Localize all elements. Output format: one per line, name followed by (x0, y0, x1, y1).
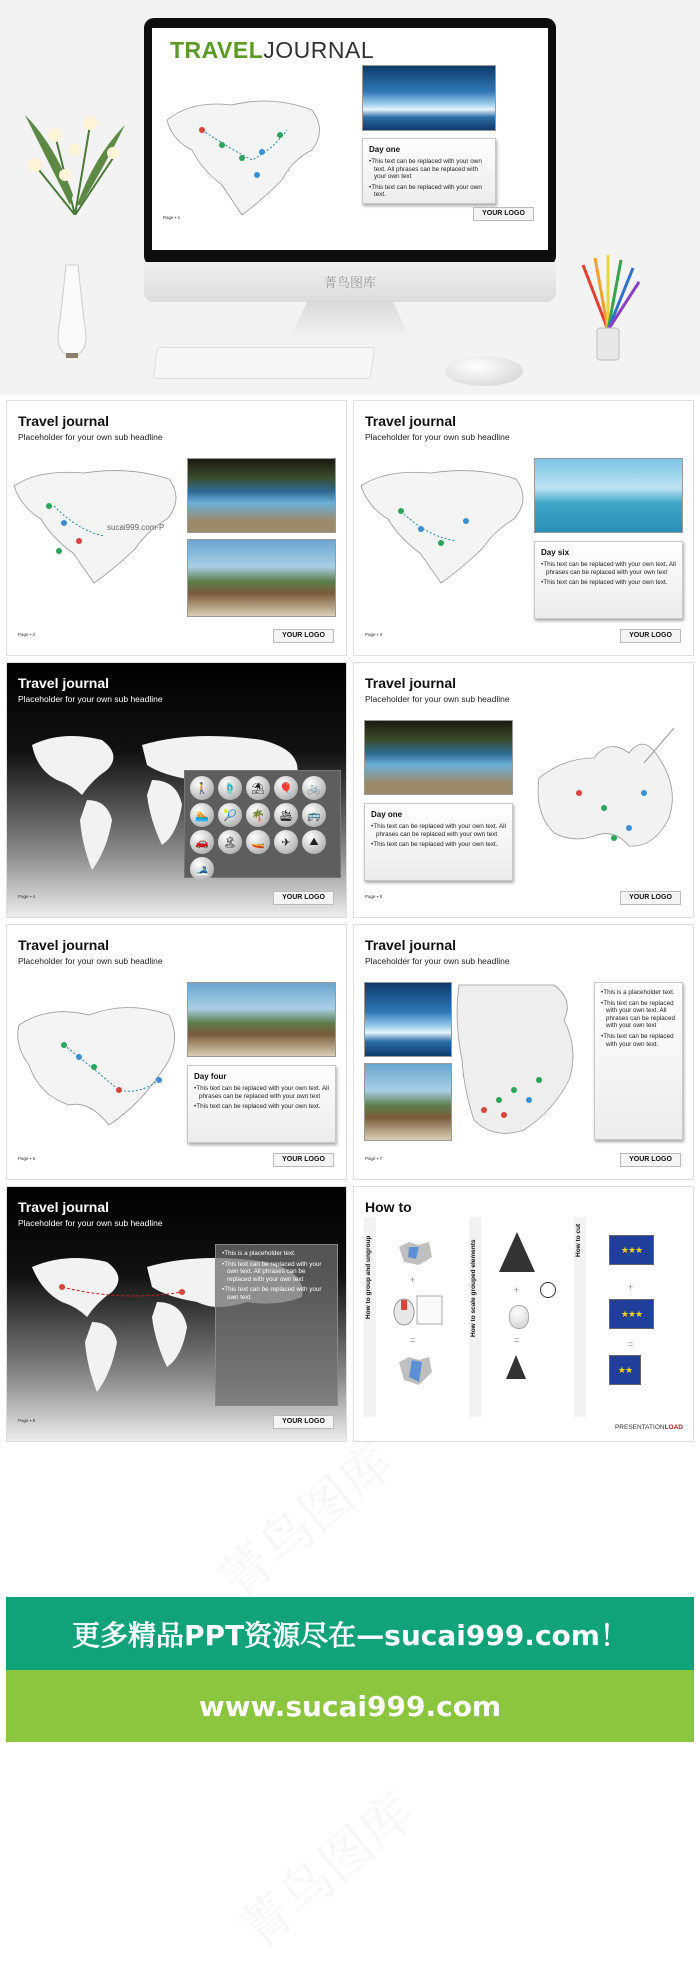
pyramid-image (499, 1232, 535, 1272)
bullet: • This is a placeholder text. (601, 989, 676, 997)
eu-flag-image: ★★★ (609, 1235, 654, 1265)
slide-subtitle: Placeholder for your own sub headline (18, 956, 163, 966)
slide-title: Travel journal (365, 413, 457, 429)
watermark (200, 1422, 408, 1613)
monitor-screen-slide (152, 28, 548, 250)
bullet: • This text can be replaced with your own text. (371, 841, 506, 849)
day-textbox (364, 803, 513, 881)
slide-page-2 (6, 400, 347, 656)
your-logo-box: YOUR LOGO (620, 1153, 681, 1167)
beach-huts-photo (187, 539, 336, 617)
tennis-icon: 🎾 (218, 803, 242, 827)
title-travel: TRAVEL (170, 37, 264, 63)
bullet: • This is a placeholder text. (222, 1250, 331, 1258)
bullet: • This text can be replaced with your own text. All phrases can be replaced with your own text (371, 823, 506, 838)
placeholder-textbox (594, 982, 683, 1140)
monitor-chin (144, 262, 556, 302)
promo-text: 更多精品PPT资源尽在—sucai999.com！ (72, 1618, 628, 1652)
slide-title: Travel journal (18, 413, 110, 429)
beach-huts-photo (187, 982, 336, 1057)
travel-icons-panel (184, 770, 341, 878)
page-number: Page ▪ 1 (163, 215, 181, 220)
map-fragment-image (394, 1237, 434, 1267)
slide-page-7 (353, 924, 694, 1180)
balloon-icon: 🎈 (274, 776, 298, 800)
slide-title: Travel journal (18, 937, 110, 953)
bullet: • This text can be replaced with your own text. All phrases can be replaced with your own text (541, 561, 676, 576)
south-africa-map (454, 980, 584, 1150)
island-photo (534, 458, 683, 533)
equals-sign: = (628, 1339, 634, 1349)
plus-sign: + (514, 1285, 520, 1295)
promo-banner (6, 1597, 694, 1670)
slide-title: How to (365, 1199, 412, 1215)
your-logo-box: YOUR LOGO (473, 207, 534, 221)
slide-title: Travel journal (365, 675, 457, 691)
beach-umbrella-icon: ⛱ (246, 776, 270, 800)
flip-flops-icon: 🩴 (218, 776, 242, 800)
page-number: Page ▪ 3 (365, 632, 383, 637)
slide-title: Travel journal (365, 937, 457, 953)
bullet: • This text can be replaced with your own text. All phrases can be replaced with your own text (369, 158, 489, 181)
day-textbox (187, 1065, 336, 1143)
howto-label-group: How to group and ungroup (365, 1235, 372, 1319)
equals-sign: = (514, 1335, 520, 1345)
keyboard-image (153, 347, 375, 379)
monitor-stand (290, 300, 410, 338)
slide-page-6 (6, 924, 347, 1180)
your-logo-box: YOUR LOGO (273, 629, 334, 643)
site-url-banner (6, 1670, 694, 1742)
magnifier-icon (540, 1282, 556, 1298)
pencil-cup-image (573, 250, 643, 370)
howto-label-cut: How to cut (575, 1223, 582, 1257)
slide-subtitle: Placeholder for your own sub headline (18, 432, 163, 442)
plus-sign: + (410, 1275, 416, 1285)
your-logo-box: YOUR LOGO (620, 629, 681, 643)
bullet: • This text can be replaced with your own text. (369, 184, 489, 199)
flowers-image (15, 95, 145, 215)
page-number: Page ▪ 8 (18, 1418, 36, 1423)
australia-map (524, 718, 689, 868)
your-logo-box: YOUR LOGO (620, 891, 681, 905)
your-logo-box: YOUR LOGO (273, 891, 334, 905)
bicycle-icon: 🚲 (302, 776, 326, 800)
your-logo-box: YOUR LOGO (273, 1153, 334, 1167)
watermark-text: sucai999.com-P (107, 523, 165, 532)
slide-page-4 (6, 662, 347, 918)
your-logo-box: YOUR LOGO (273, 1415, 334, 1429)
surf-photo (364, 982, 452, 1057)
bullet: • This text can be replaced with your own text. (601, 1033, 676, 1048)
beach-huts-photo (364, 1063, 452, 1141)
north-america-map (162, 90, 332, 220)
boat-icon: 🚤 (246, 830, 270, 854)
hiker-icon: 🚶 (190, 776, 214, 800)
page-number: Page ▪ 7 (365, 1156, 383, 1161)
airplane-icon: ✈ (274, 830, 298, 854)
ski-icon: 🎿 (190, 857, 214, 881)
page-title (170, 37, 374, 64)
pyramid-image-small (506, 1355, 526, 1379)
slide-page-5 (353, 662, 694, 918)
bus-icon: 🚌 (302, 803, 326, 827)
day-textbox (362, 138, 496, 204)
slide-subtitle: Placeholder for your own sub headline (365, 432, 510, 442)
europe-map (9, 985, 189, 1135)
logo-part1: PRESENTATION (614, 1424, 665, 1431)
bullet: • This text can be replaced with your own text. (222, 1286, 331, 1301)
mountain-icon: ⛰ (302, 830, 326, 854)
bullet: • This text can be replaced with your own text. All phrases can be replaced with your own text (222, 1261, 331, 1284)
bullet: • This text can be replaced with your own text. (541, 579, 676, 587)
plus-sign: + (628, 1282, 634, 1292)
howto-label-scale: How to scale grouped elements (470, 1239, 477, 1337)
map-fragment-image (394, 1352, 434, 1387)
mouse-icon (509, 1305, 529, 1329)
slide-subtitle: Placeholder for your own sub headline (365, 694, 510, 704)
page-number: Page ▪ 5 (365, 894, 383, 899)
hero-scene (0, 0, 700, 395)
island-icon: 🏝 (218, 830, 242, 854)
site-url: www.sucai999.com (198, 1689, 502, 1723)
mouse-menu-image (389, 1292, 444, 1327)
slide-how-to (353, 1186, 694, 1442)
day-title: Day four (194, 1072, 227, 1081)
page-number: Page ▪ 2 (18, 632, 36, 637)
day-title: Day one (369, 145, 401, 154)
watermark (220, 1772, 428, 1963)
logo-part2: LOAD (664, 1424, 683, 1431)
slide-title: Travel journal (18, 675, 110, 691)
slide-title: Travel journal (18, 1199, 110, 1215)
page-number: Page ▪ 4 (18, 894, 36, 899)
bullet: • This text can be replaced with your own text. (194, 1103, 329, 1111)
ship-icon: 🛳 (274, 803, 298, 827)
bullet: • This text can be replaced with your own text. All phrases can be replaced with your own text (601, 1000, 676, 1030)
swimmer-icon: 🏊 (190, 803, 214, 827)
slide-page-3 (353, 400, 694, 656)
beach-palm-photo (187, 458, 336, 533)
surf-photo (362, 65, 496, 131)
eu-flag-cut-image: ★★ (609, 1355, 641, 1385)
day-textbox (534, 541, 683, 619)
beach-palm-photo (364, 720, 513, 795)
car-icon: 🚗 (190, 830, 214, 854)
slide-page-8 (6, 1186, 347, 1442)
slide-subtitle: Placeholder for your own sub headline (365, 956, 510, 966)
north-america-map (356, 461, 536, 586)
slide-subtitle: Placeholder for your own sub headline (18, 694, 163, 704)
placeholder-textbox (215, 1244, 338, 1406)
monitor-brand: 菁鸟图库 (323, 276, 376, 291)
presentationload-logo (615, 1424, 683, 1431)
bullet: • This text can be replaced with your own text. All phrases can be replaced with your own text (194, 1085, 329, 1100)
title-journal: JOURNAL (263, 37, 375, 63)
slide-subtitle: Placeholder for your own sub headline (18, 1218, 163, 1228)
palm-tree-icon: 🌴 (246, 803, 270, 827)
mouse-image (445, 356, 523, 386)
page-number: Page ▪ 6 (18, 1156, 36, 1161)
equals-sign: = (410, 1335, 416, 1345)
day-title: Day six (541, 548, 570, 557)
day-title: Day one (371, 810, 403, 819)
eu-flag-image: ★★★ (609, 1299, 654, 1329)
